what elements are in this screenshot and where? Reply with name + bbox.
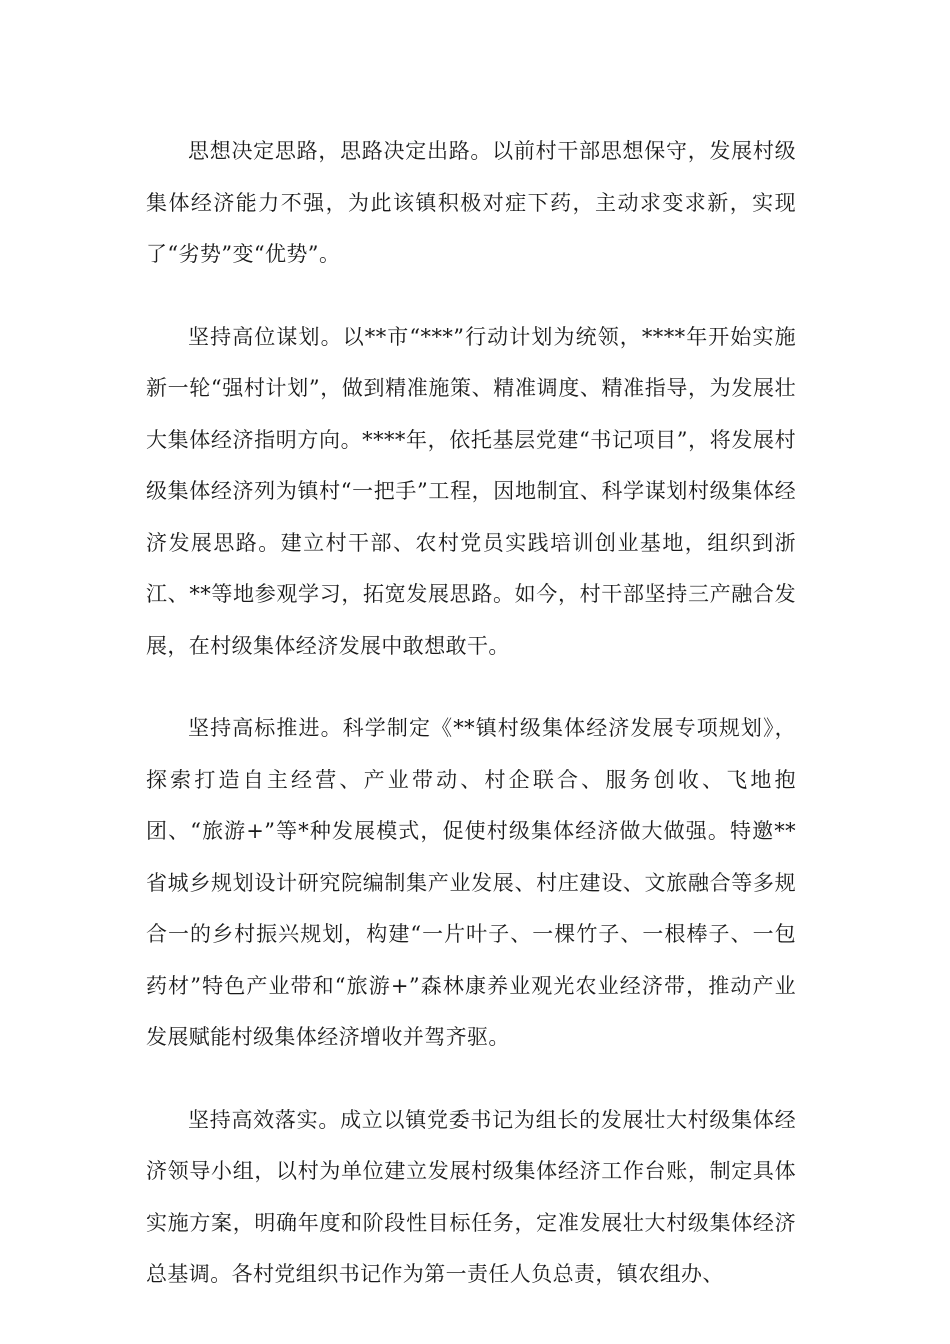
paragraph-intro: 思想决定思路，思路决定出路。以前村干部思想保守，发展村级集体经济能力不强，为此该镇积极对症下药，主动求变求新，实现了“劣势”变“优势”。 [146, 139, 796, 266]
paragraph-high-level-planning: 坚持高位谋划。以**市“***”行动计划为统领，****年开始实施新一轮“强村计划”，做到精准施策、精准调度、精准指导，为发展壮大集体经济指明方向。****年，依托基层党建“书记项目”，将发展村级集体经济列为镇村“一把手”工程，因地制宜、科学谋划村级集体经济发展思路。建立村干部、农村党员实践培训创业基地，组织到浙江、**等地参观学习，拓宽发展思路。如今，村干部坚持三产融合发展，在村级集体经济发展中敢想敢干。 [146, 324, 796, 658]
paragraph-efficient-implementation: 坚持高效落实。成立以镇党委书记为组长的发展壮大村级集体经济领导小组，以村为单位建立发展村级集体经济工作台账，制定具体实施方案，明确年度和阶段性目标任务，定准发展壮大村级集体经济总基调。各村党组织书记作为第一责任人负总责，镇农组办、 [146, 1107, 796, 1286]
document-body [146, 126, 796, 1301]
paragraph-high-standard-promotion: 坚持高标推进。科学制定《**镇村级集体经济发展专项规划》，探索打造自主经营、产业带动、村企联合、服务创收、飞地抱团、“旅游+”等*种发展模式，促使村级集体经济做大做强。特邀**省城乡规划设计研究院编制集产业发展、村庄建设、文旅融合等多规合一的乡村振兴规划，构建“一片叶子、一棵竹子、一根棒子、一包药材”特色产业带和“旅游+”森林康养业观光农业经济带，推动产业发展赋能村级集体经济增收并驾齐驱。 [146, 716, 796, 1049]
